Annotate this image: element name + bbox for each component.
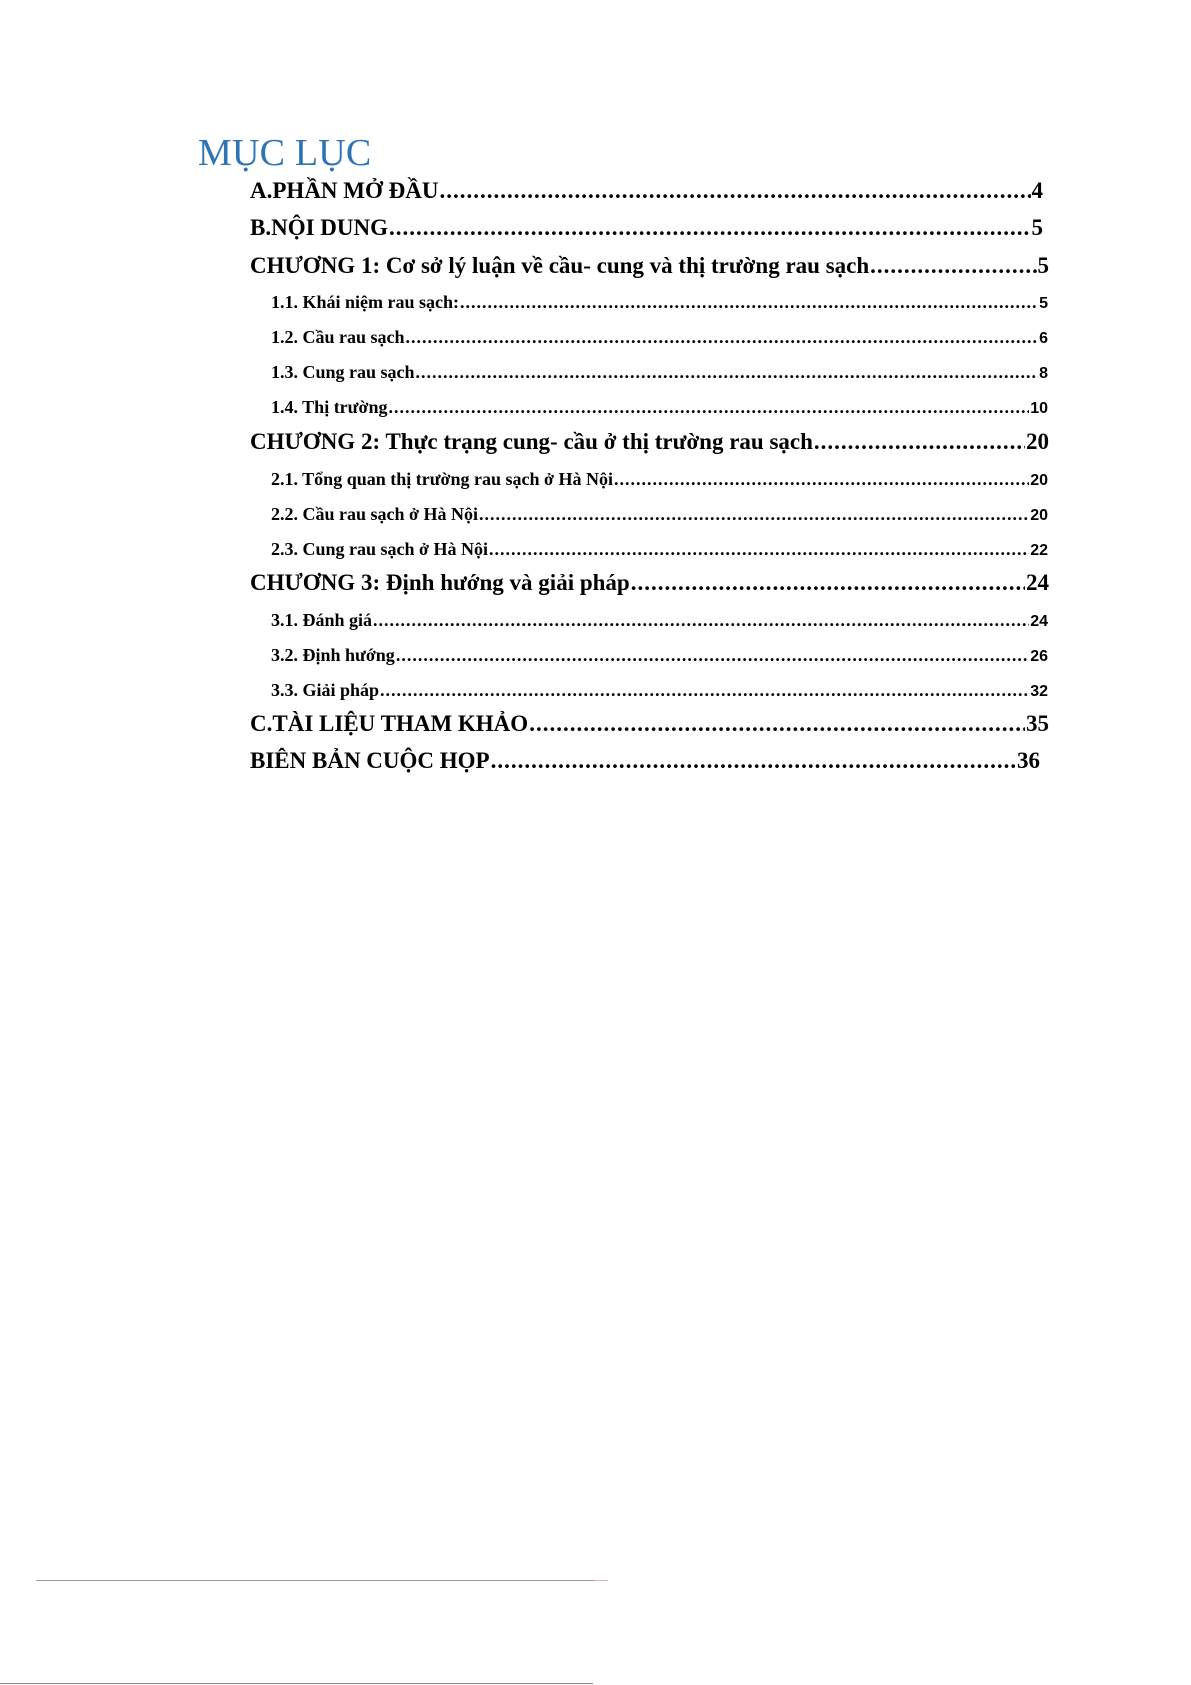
toc-entry-label: 3.2. Định hướng (271, 645, 395, 665)
toc-entry-chuong-3[interactable] (250, 567, 1049, 599)
toc-entry-label: 3.1. Đánh giá (271, 610, 373, 630)
toc-dot-leader (814, 426, 1025, 458)
footnote-separator (36, 1580, 608, 1581)
toc-entry-label: 1.2. Cầu rau sạch (271, 327, 405, 347)
toc-dot-leader (406, 324, 1039, 350)
toc-entry-noi-dung[interactable] (250, 212, 1043, 244)
toc-entry-page: 24 (1030, 613, 1048, 630)
toc-entry-bien-ban-cuoc-hop[interactable] (250, 745, 1040, 777)
toc-entry-2-2[interactable] (271, 501, 1048, 529)
page-bottom-rule (0, 1683, 593, 1684)
toc-entry-page: 24 (1026, 570, 1049, 595)
toc-entry-label: PHẦN MỞ ĐẦU (272, 178, 439, 203)
toc-entry-1-3[interactable] (271, 359, 1048, 387)
toc-entry-page: 36 (1017, 748, 1040, 773)
toc-dot-leader (389, 212, 1030, 244)
toc-dot-leader (870, 250, 1036, 282)
toc-dot-leader (529, 708, 1025, 740)
toc-entry-page: 10 (1030, 400, 1048, 417)
toc-entry-3-2[interactable] (271, 642, 1048, 670)
toc-dot-leader (631, 567, 1025, 599)
toc-entry-3-3[interactable] (271, 677, 1048, 705)
toc-dot-leader (396, 642, 1029, 668)
toc-entry-page: 5 (1037, 253, 1049, 278)
toc-entry-tai-lieu-tham-khao[interactable] (250, 708, 1049, 740)
toc-dot-leader (380, 677, 1029, 703)
toc-dot-leader (491, 745, 1016, 777)
toc-entry-2-1[interactable] (271, 466, 1048, 494)
toc-dot-leader (439, 175, 1030, 207)
toc-entry-page: 32 (1030, 683, 1048, 700)
toc-entry-page: 6 (1039, 330, 1048, 347)
toc-entry-3-1[interactable] (271, 607, 1048, 635)
toc-entry-label: 1.4. Thị trường (271, 397, 388, 417)
toc-entry-label: CHƯƠNG 3: Định hướng và giải pháp (250, 570, 630, 595)
toc-entry-2-3[interactable] (271, 536, 1048, 564)
toc-entry-label: NỘI DUNG (271, 215, 389, 240)
toc-entry-chuong-1[interactable] (250, 250, 1049, 282)
toc-dot-leader (479, 501, 1029, 527)
toc-dot-leader (614, 466, 1029, 492)
toc-entry-page: 26 (1030, 648, 1048, 665)
toc-entry-page: 20 (1030, 507, 1048, 524)
toc-entry-label: 2.2. Cầu rau sạch ở Hà Nội (271, 504, 478, 524)
toc-entry-page: 20 (1026, 429, 1049, 454)
toc-entry-chuong-2[interactable] (250, 426, 1049, 458)
toc-dot-leader (489, 536, 1029, 562)
toc-entry-label: CHƯƠNG 2: Thực trạng cung- cầu ở thị trường rau sạch (250, 429, 813, 454)
toc-entry-label: 2.1. Tổng quan thị trường rau sạch ở Hà Nội (271, 469, 613, 489)
toc-entry-1-1[interactable] (271, 289, 1048, 317)
toc-entry-page: 8 (1039, 365, 1048, 382)
toc-dot-leader (373, 607, 1029, 633)
toc-entry-1-4[interactable] (271, 394, 1048, 422)
toc-entry-page: 20 (1030, 472, 1048, 489)
toc-entry-page: 5 (1031, 215, 1043, 240)
toc-entry-page: 4 (1031, 178, 1043, 203)
toc-entry-page: 35 (1026, 711, 1049, 736)
toc-entry-label: CHƯƠNG 1: Cơ sở lý luận về cầu- cung và thị trường rau sạch (250, 253, 870, 278)
toc-entry-page: 5 (1039, 295, 1048, 312)
toc-entry-label: 1.3. Cung rau sạch (271, 362, 415, 382)
toc-entry-label: 2.3. Cung rau sạch ở Hà Nội (271, 539, 488, 559)
toc-dot-leader (416, 359, 1039, 385)
toc-entry-1-2[interactable] (271, 324, 1048, 352)
toc-entry-label: 3.3. Giải pháp (271, 680, 380, 700)
toc-entry-number: B. (250, 215, 272, 240)
footnote-separator-mark (594, 1580, 608, 1581)
toc-entry-label: TÀI LIỆU THAM KHẢO (272, 711, 529, 736)
toc-dot-leader (388, 394, 1029, 420)
toc-entry-page: 22 (1030, 542, 1048, 559)
toc-entry-label: BIÊN BẢN CUỘC HỌP (250, 748, 490, 773)
toc-dot-leader (460, 289, 1038, 315)
toc-entry-number: A. (250, 178, 273, 203)
toc-entry-number: C. (250, 711, 273, 736)
toc-entry-phan-mo-dau[interactable] (250, 175, 1043, 207)
toc-entry-label: 1.1. Khái niệm rau sạch: (271, 292, 460, 312)
toc-heading: MỤC LỤC (198, 132, 372, 174)
